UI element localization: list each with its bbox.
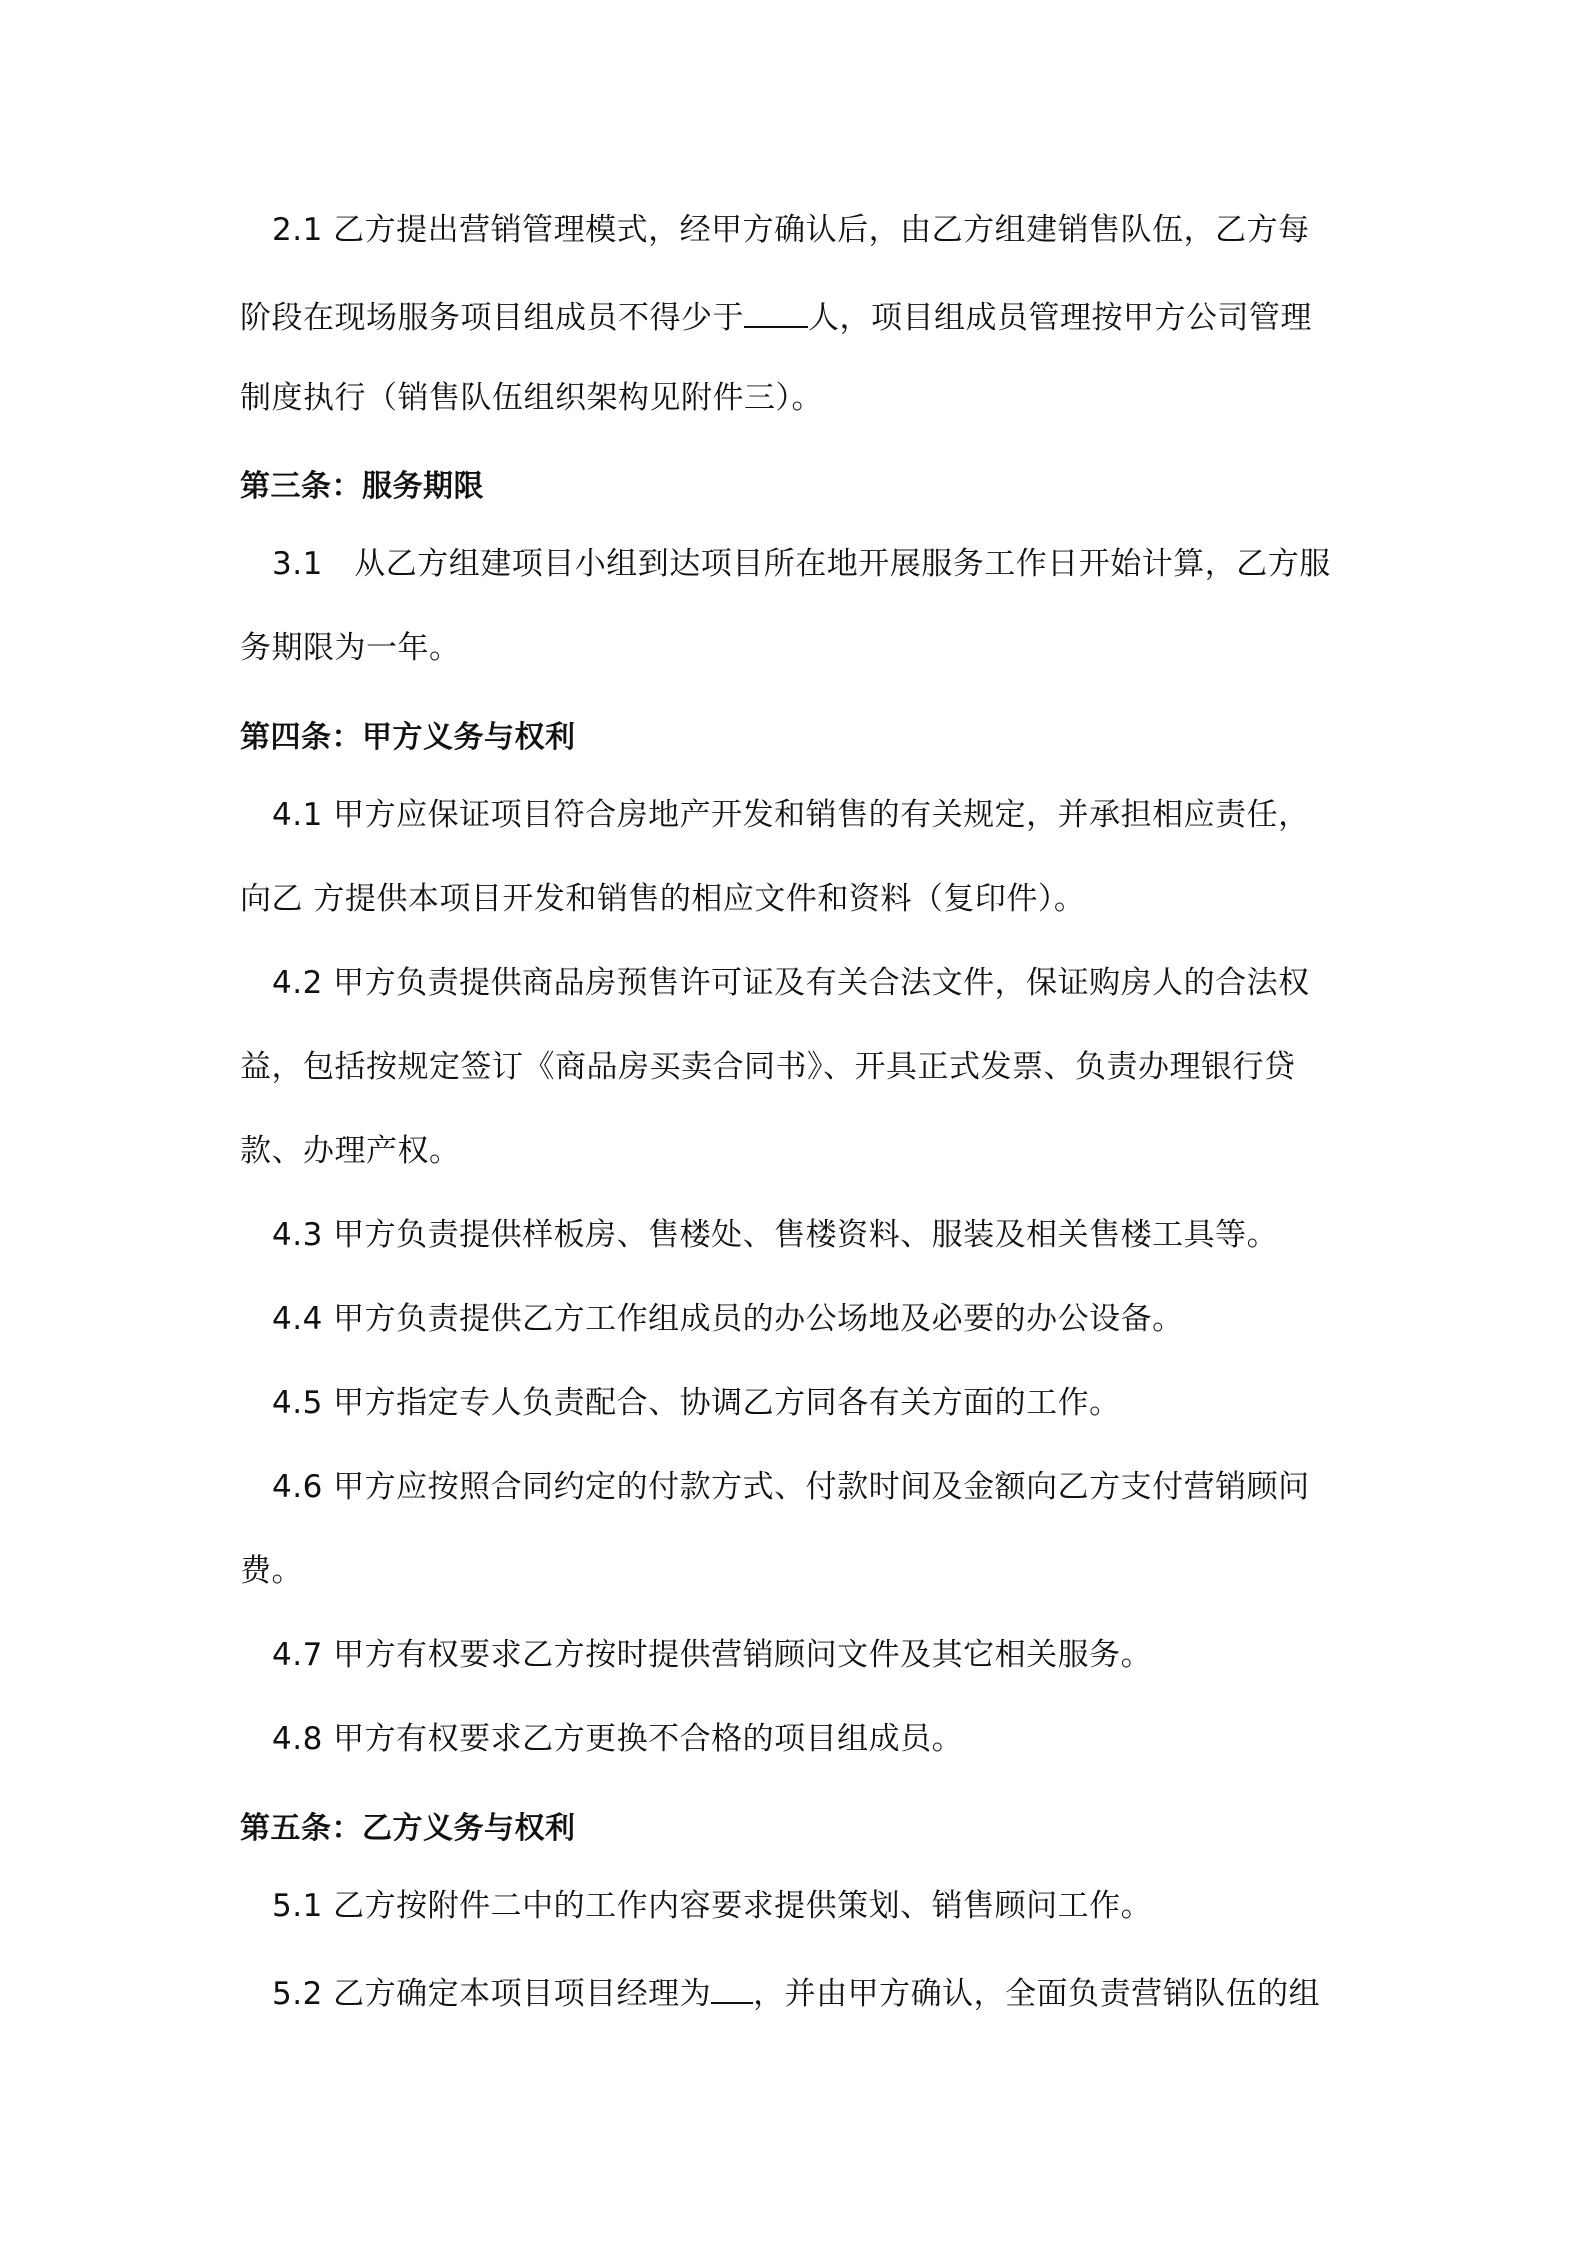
text-segment: ，并由甲方确认，全面负责营销队伍的组 (753, 1976, 1321, 2012)
paragraph-4-6-line-2: 费。 (240, 1553, 303, 1589)
paragraph-2-1-line-1: 2.1 乙方提出营销管理模式，经甲方确认后，由乙方组建销售队伍，乙方每 (272, 212, 1310, 248)
text-segment: 5.2 乙方确定本项目项目经理为 (272, 1976, 712, 2012)
paragraph-2-1-line-3: 制度执行（销售队伍组织架构见附件三）。 (240, 380, 823, 416)
paragraph-4-4: 4.4 甲方负责提供乙方工作组成员的办公场地及必要的办公设备。 (272, 1301, 1184, 1337)
paragraph-4-1-line-2: 向乙 方提供本项目开发和销售的相应文件和资料（复印件）。 (240, 881, 1086, 917)
text-segment: 阶段在现场服务项目组成员不得少于 (240, 300, 744, 336)
paragraph-4-3: 4.3 甲方负责提供样板房、售楼处、售楼资料、服装及相关售楼工具等。 (272, 1217, 1279, 1253)
paragraph-4-2-line-1: 4.2 甲方负责提供商品房预售许可证及有关合法文件，保证购房人的合法权 (272, 965, 1310, 1001)
paragraph-3-1-line-2: 务期限为一年。 (240, 630, 461, 666)
paragraph-4-6-line-1: 4.6 甲方应按照合同约定的付款方式、付款时间及金额向乙方支付营销顾问 (272, 1469, 1310, 1505)
section-heading-3: 第三条：服务期限 (240, 469, 484, 504)
fill-in-blank (744, 294, 808, 328)
paragraph-2-1-line-2 (240, 294, 1312, 338)
paragraph-3-1-line-1: 3.1 从乙方组建项目小组到达项目所在地开展服务工作日开始计算，乙方服 (272, 546, 1331, 582)
paragraph-5-2-line-1 (272, 1970, 1320, 2014)
text-segment: 人，项目组成员管理按甲方公司管理 (808, 300, 1312, 336)
section-heading-4: 第四条：甲方义务与权利 (240, 720, 576, 755)
paragraph-4-2-line-3: 款、办理产权。 (240, 1133, 461, 1169)
fill-in-blank (711, 1970, 753, 2004)
paragraph-4-1-line-1: 4.1 甲方应保证项目符合房地产开发和销售的有关规定，并承担相应责任， (272, 797, 1310, 833)
paragraph-5-1: 5.1 乙方按附件二中的工作内容要求提供策划、销售顾问工作。 (272, 1888, 1153, 1924)
section-heading-5: 第五条：乙方义务与权利 (240, 1811, 576, 1846)
paragraph-4-5: 4.5 甲方指定专人负责配合、协调乙方同各有关方面的工作。 (272, 1385, 1121, 1421)
paragraph-4-2-line-2: 益，包括按规定签订《商品房买卖合同书》、开具正式发票、负责办理银行贷 (240, 1049, 1296, 1085)
paragraph-4-7: 4.7 甲方有权要求乙方按时提供营销顾问文件及其它相关服务。 (272, 1637, 1153, 1673)
paragraph-4-8: 4.8 甲方有权要求乙方更换不合格的项目组成员。 (272, 1721, 964, 1757)
